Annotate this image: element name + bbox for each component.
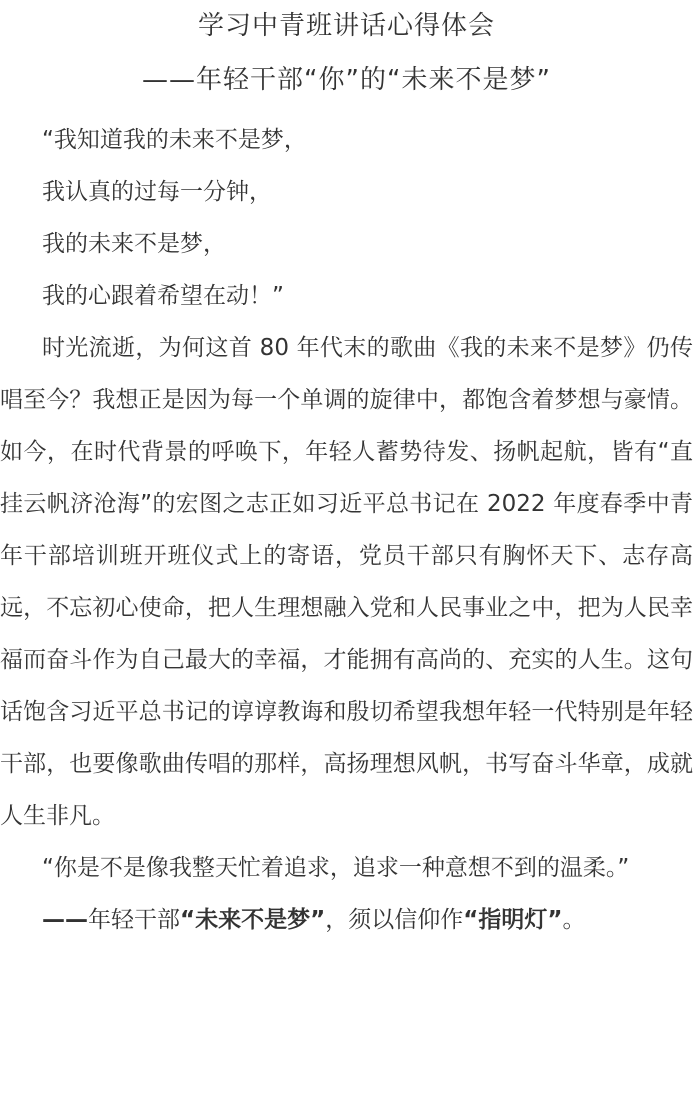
closing-part-2: ，须以信仰作: [325, 907, 464, 933]
lyric-line-1: “我知道我的未来不是梦，: [42, 127, 307, 153]
lyric-line-3: 我的未来不是梦，: [42, 231, 226, 257]
lyric-line-4: 我的心跟着希望在动！”: [42, 283, 284, 309]
page-subtitle: ——年轻干部“你”的“未来不是梦”: [142, 65, 551, 95]
closing-line: [0, 894, 693, 946]
article-body: [0, 114, 693, 946]
closing-part-1: 年轻干部: [88, 907, 180, 933]
closing-quote-1: “未来不是梦”: [180, 907, 326, 933]
lyric-line-2: 我认真的过每一分钟，: [42, 179, 272, 205]
page-title: 学习中青班讲话心得体会: [197, 11, 495, 41]
paragraph-1: 时光流逝，为何这首 80 年代末的歌曲《我的未来不是梦》仍传唱至今？我想正是因为每一个单调的旋律中，都饱含着梦想与豪情。如今，在时代背景的呼唤下，年轻人蓄势待发、扬帆起航，皆有“直挂云帆济沧海”的宏图之志正如习近平总书记在 2022 年度春季中青年干部培训班开班仪式上的寄语，党员干部只有胸怀天下、志存高远，不忘初心使命，把人生理想融入党和人民事业之中，把为人民幸福而奋斗作为自己最大的幸福，才能拥有高尚的、充实的人生。这句话饱含习近平总书记的谆谆教诲和殷切希望我想年轻一代特别是年轻干部，也要像歌曲传唱的那样，高扬理想风帆，书写奋斗华章，成就人生非凡。: [0, 335, 693, 829]
closing-dash: ——: [42, 907, 88, 933]
closing-end: 。: [562, 907, 586, 933]
closing-quote-2: “指明灯”: [463, 907, 563, 933]
paragraph-2: “你是不是像我整天忙着追求，追求一种意想不到的温柔。”: [42, 855, 630, 881]
